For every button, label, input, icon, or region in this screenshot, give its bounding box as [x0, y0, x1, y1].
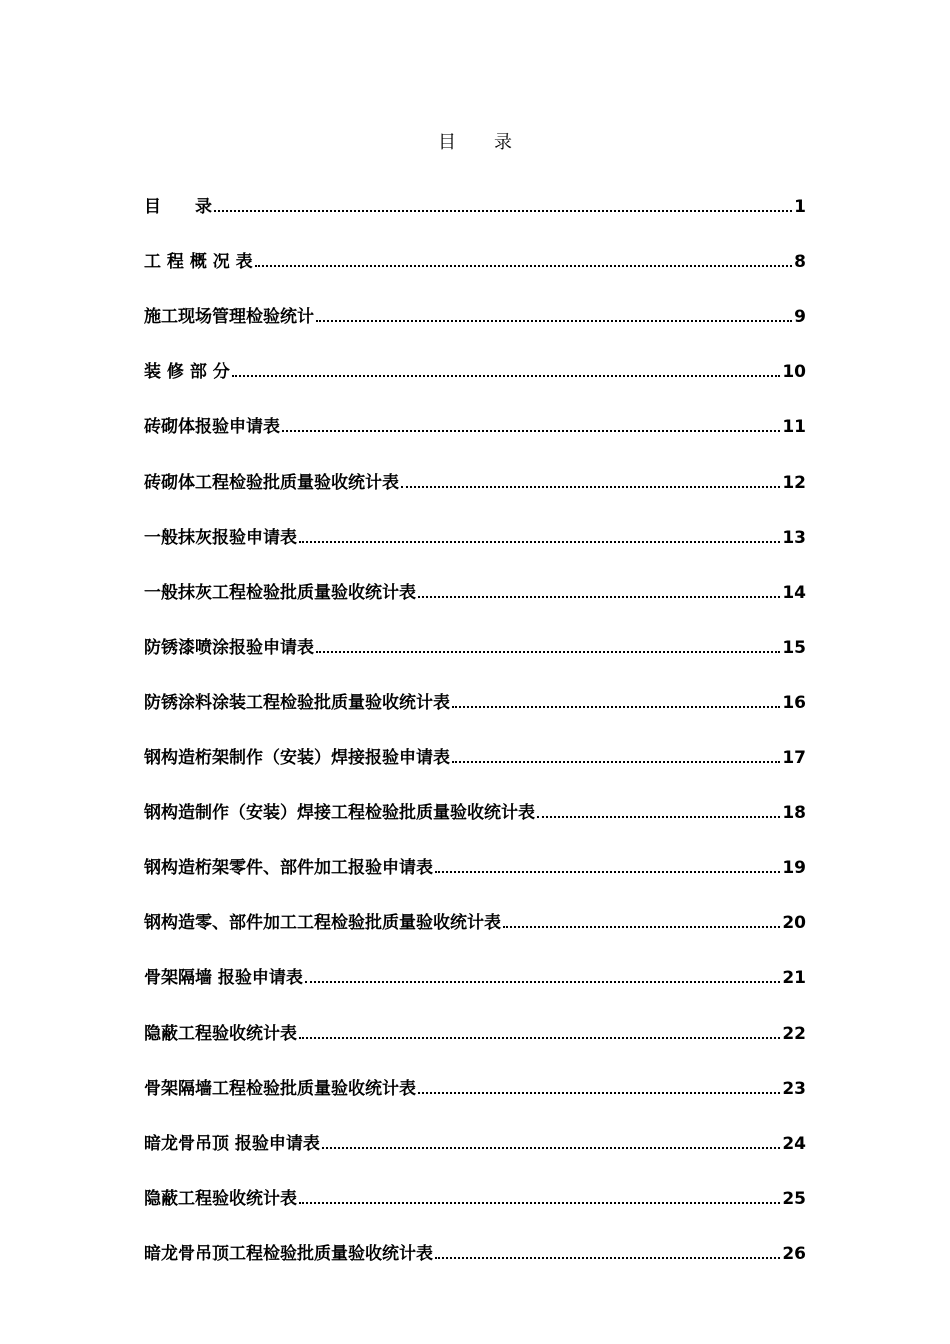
toc-entry-label: 砖砌体工程检验批质量验收统计表 [144, 472, 399, 493]
toc-entry-page-number: 20 [782, 913, 806, 934]
toc-entry-label: 一般抹灰报验申请表 [144, 527, 297, 548]
toc-entry[interactable] [144, 1006, 806, 1061]
toc-entry-page-number: 15 [782, 637, 806, 658]
toc-entry[interactable] [144, 455, 806, 510]
toc-entry[interactable] [144, 290, 806, 345]
toc-entry-page-number: 17 [782, 748, 806, 769]
toc-dot-leader [232, 375, 781, 377]
toc-dot-leader [282, 430, 780, 432]
toc-entry-page-number: 24 [782, 1133, 806, 1154]
toc-entry[interactable] [144, 345, 806, 400]
toc-entry-page-number: 19 [782, 858, 806, 879]
toc-entry-label: 防锈涂料涂装工程检验批质量验收统计表 [144, 692, 450, 713]
toc-heading-part1: 目 [438, 132, 456, 153]
toc-heading [0, 128, 950, 154]
toc-dot-leader [316, 651, 780, 653]
toc-entry-page-number: 16 [782, 692, 806, 713]
toc-dot-leader [299, 1202, 780, 1204]
toc-dot-leader [316, 320, 792, 322]
toc-entry[interactable] [144, 566, 806, 621]
toc-entry[interactable] [144, 731, 806, 786]
toc-entry[interactable] [144, 1227, 806, 1282]
toc-entry-label: 骨架隔墙工程检验批质量验收统计表 [144, 1078, 416, 1099]
toc-entry-page-number: 9 [794, 307, 806, 328]
toc-entry-page-number: 12 [782, 472, 806, 493]
toc-entry-label: 骨架隔墙 报验申请表 [144, 968, 303, 989]
toc-entry-label: 装 修 部 分 [144, 362, 230, 383]
toc-entry-label: 施工现场管理检验统计 [144, 307, 314, 328]
toc-dot-leader [435, 1257, 780, 1259]
toc-entry[interactable] [144, 676, 806, 731]
toc-entry-label: 隐蔽工程验收统计表 [144, 1023, 297, 1044]
toc-entry-label: 暗龙骨吊顶工程检验批质量验收统计表 [144, 1243, 433, 1264]
toc-entry[interactable] [144, 180, 806, 235]
toc-entry-page-number: 11 [782, 417, 806, 438]
toc-entry-page-number: 26 [782, 1243, 806, 1264]
toc-entry[interactable] [144, 621, 806, 676]
toc-dot-leader [452, 761, 780, 763]
toc-entry[interactable] [144, 1172, 806, 1227]
toc-entry-page-number: 8 [794, 252, 806, 273]
toc-dot-leader [435, 871, 780, 873]
toc-dot-leader [299, 1037, 780, 1039]
toc-entry-label: 防锈漆喷涂报验申请表 [144, 637, 314, 658]
toc-entry-label: 钢构造零、部件加工工程检验批质量验收统计表 [144, 913, 501, 934]
toc-dot-leader [452, 706, 780, 708]
toc-entry-page-number: 10 [782, 362, 806, 383]
toc-entry[interactable] [144, 511, 806, 566]
toc-dot-leader [537, 816, 780, 818]
toc-entry-label: 钢构造制作（安装）焊接工程检验批质量验收统计表 [144, 803, 535, 824]
toc-entry[interactable] [144, 1117, 806, 1172]
toc-dot-leader [418, 596, 780, 598]
toc-dot-leader [322, 1147, 780, 1149]
toc-dot-leader [255, 265, 792, 267]
toc-list [144, 180, 806, 1282]
toc-entry-page-number: 1 [794, 197, 806, 218]
toc-entry-page-number: 25 [782, 1188, 806, 1209]
toc-entry-label: 一般抹灰工程检验批质量验收统计表 [144, 582, 416, 603]
toc-entry-page-number: 22 [782, 1023, 806, 1044]
toc-entry-page-number: 21 [782, 968, 806, 989]
toc-entry[interactable] [144, 786, 806, 841]
toc-entry-page-number: 14 [782, 582, 806, 603]
toc-entry-page-number: 23 [782, 1078, 806, 1099]
toc-entry-label: 砖砌体报验申请表 [144, 417, 280, 438]
toc-entry[interactable] [144, 951, 806, 1006]
toc-dot-leader [401, 486, 780, 488]
toc-entry[interactable] [144, 896, 806, 951]
toc-entry-page-number: 13 [782, 527, 806, 548]
toc-entry-label: 钢构造桁架零件、部件加工报验申请表 [144, 858, 433, 879]
toc-entry-label: 工 程 概 况 表 [144, 252, 253, 273]
toc-dot-leader [503, 926, 780, 928]
toc-heading-part2: 录 [494, 132, 512, 153]
toc-entry-label: 钢构造桁架制作（安装）焊接报验申请表 [144, 748, 450, 769]
toc-dot-leader [305, 981, 780, 983]
toc-entry-page-number: 18 [782, 803, 806, 824]
toc-entry[interactable] [144, 1062, 806, 1117]
toc-entry[interactable] [144, 841, 806, 896]
toc-dot-leader [418, 1092, 780, 1094]
toc-entry-label: 暗龙骨吊顶 报验申请表 [144, 1133, 320, 1154]
toc-entry-label: 目 录 [144, 197, 212, 218]
toc-entry-label: 隐蔽工程验收统计表 [144, 1188, 297, 1209]
toc-entry[interactable] [144, 235, 806, 290]
toc-entry[interactable] [144, 400, 806, 455]
toc-dot-leader [214, 210, 792, 212]
toc-dot-leader [299, 541, 780, 543]
